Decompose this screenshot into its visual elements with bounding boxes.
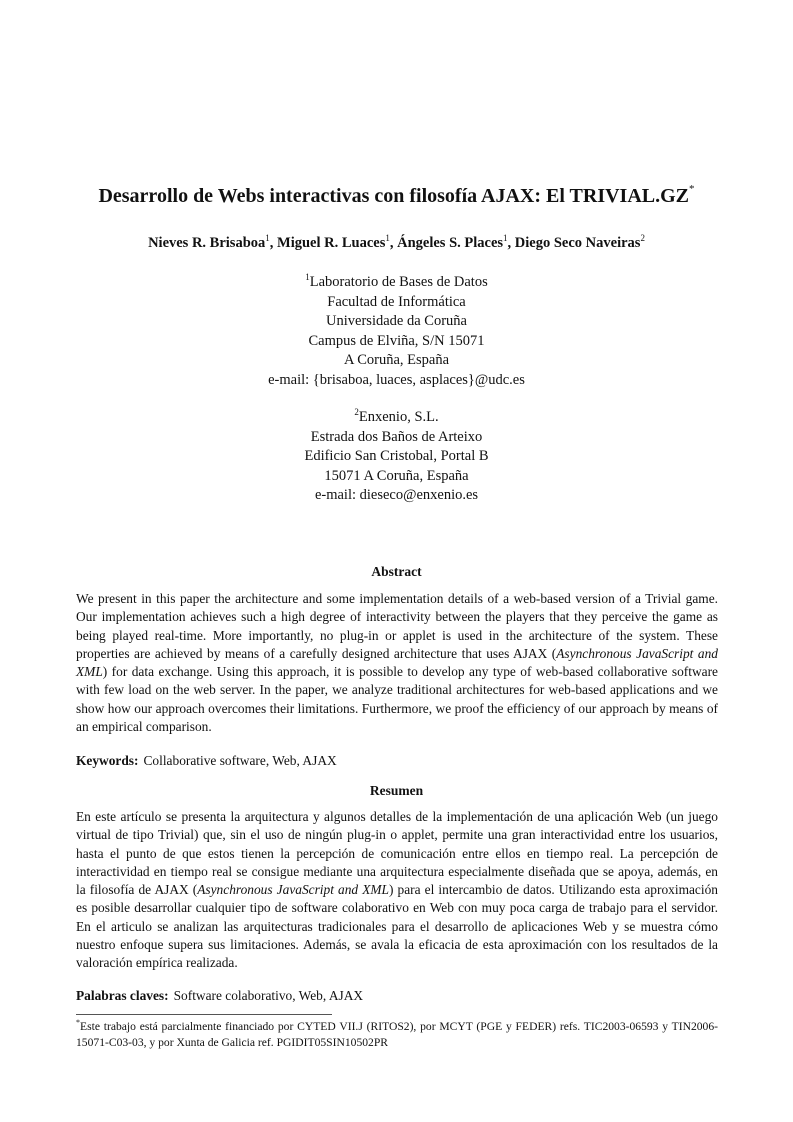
author-separator: , <box>389 235 398 251</box>
title-footnote-mark: * <box>689 183 695 195</box>
affiliation-mark: 2 <box>354 407 359 417</box>
palabras-claves-label: Palabras claves: <box>76 988 169 1003</box>
keywords-label: Keywords: <box>76 753 139 768</box>
resumen-body: En este artículo se presenta la arquitectura y algunos detalles de la implementación de una aplicación Web (un juego virtual de tipo Trivial) que, sin el uso de ningún plug-in o applet, permite una gran interactividad entre los usuarios, hasta el punto de que estos tienen la percepción de comunicación entre ellos en tiempo real. La percepción de interactividad en tiempo real se consigue mediante una arquitectura especialmente diseñada que se apoya, además, en la filosofía de AJAX (Asynchronous JavaScript and XML) para el intercambio de datos. Utilizando esta aproximación es posible desarrollar cualquier tipo de software colaborativo en Web con muy poca carga de trabajo para el servidor. En el articulo se analizan las arquitecturas tradicionales para el desarrollo de aplicaciones Web y se muestra cómo nuestro enfoque supera sus limitaciones. Además, se avala la eficacia de esta aproximación con los resultados de la valoración empírica realizada. <box>76 809 718 971</box>
affiliation-line: $^2$Enxenio, S.L. <box>354 407 439 425</box>
title-text: Desarrollo de Webs interactivas con filosofía AJAX: El TRIVIAL.GZ <box>98 185 690 207</box>
resumen-heading: Resumen <box>369 783 424 798</box>
author-list <box>0 233 793 253</box>
affiliation-line: 15071 A Coruña, España <box>324 467 469 484</box>
author-separator: , <box>507 235 515 251</box>
affiliation-email: e-mail: dieseco@enxenio.es <box>314 487 479 504</box>
palabras-claves-line <box>76 987 718 1005</box>
resumen-italic-term: Asynchronous JavaScript and XML <box>197 882 389 898</box>
footnote-mark: * <box>76 1018 80 1027</box>
author-name: Nieves R. Brisaboa <box>148 235 266 251</box>
palabras-claves-value: Software colaborativo, Web, AJAX <box>173 988 364 1003</box>
author-affiliation-mark: 1 <box>385 233 390 243</box>
affiliation-mark: 1 <box>305 272 310 282</box>
abstract-heading: Abstract <box>371 564 422 579</box>
affiliation-line: Edificio San Cristobal, Portal B <box>304 448 489 465</box>
keywords-value: Collaborative software, Web, AJAX <box>143 753 337 768</box>
author-name: Miguel R. Luaces <box>277 235 386 251</box>
affiliation-line: Universidade da Coruña <box>326 313 467 330</box>
author-affiliation-mark: 2 <box>640 233 645 243</box>
affiliation-email: e-mail: {brisaboa, luaces, asplaces}@udc.es <box>268 371 525 388</box>
author-affiliation-mark: 1 <box>265 233 270 243</box>
author-separator: , <box>269 235 278 251</box>
author-affiliation-mark: 1 <box>503 233 508 243</box>
affiliation-line: Facultad de Informática <box>327 293 466 310</box>
footnote-divider <box>76 1014 332 1015</box>
affiliation-line: Campus de Elviña, S/N 15071 <box>308 332 485 349</box>
affiliation-line: $^1$Laboratorio de Bases de Datos <box>305 272 488 290</box>
affiliation-line: Estrada dos Baños de Arteixo <box>310 428 483 445</box>
paper-title <box>0 183 793 209</box>
keywords-line <box>76 752 718 770</box>
footnote-text: Este trabajo está parcialmente financiado por CYTED VII.J (RITOS2), por MCYT (PGE y FEDER) refs. TIC2003-06593 y TIN2006-15071-C03-03, y por Xunta de Galicia ref. PGIDIT05SIN10502PR <box>76 1020 718 1049</box>
abstract-italic-term: Asynchronous JavaScript and XML <box>76 645 718 680</box>
affiliation-block <box>0 408 793 506</box>
author-name: Ángeles S. Places <box>397 235 504 251</box>
abstract-body: We present in this paper the architecture and some implementation details of a web-based version of a Trivial game. Our implementation achieves such a high degree of interactivity between the players that they perceive the game as being played real-time. More importantly, no plug-in or applet is used in the architecture of the system. These properties are achieved by means of a carefully designed architecture that uses AJAX (Asynchronous JavaScript and XML) for data exchange. Using this approach, it is possible to develop any type of web-based collaborative software with few load on the web server. In the paper, we analyze traditional architectures for web-based applications and we show how our approach overcomes their limitations. Furthermore, we proof the efficiency of our approach by means of an empirical comparison. <box>76 591 718 735</box>
author-name: Diego Seco Naveiras <box>514 235 641 251</box>
affiliation-line: A Coruña, España <box>343 352 450 369</box>
affiliation-block <box>0 273 793 391</box>
footnote <box>76 1019 718 1050</box>
